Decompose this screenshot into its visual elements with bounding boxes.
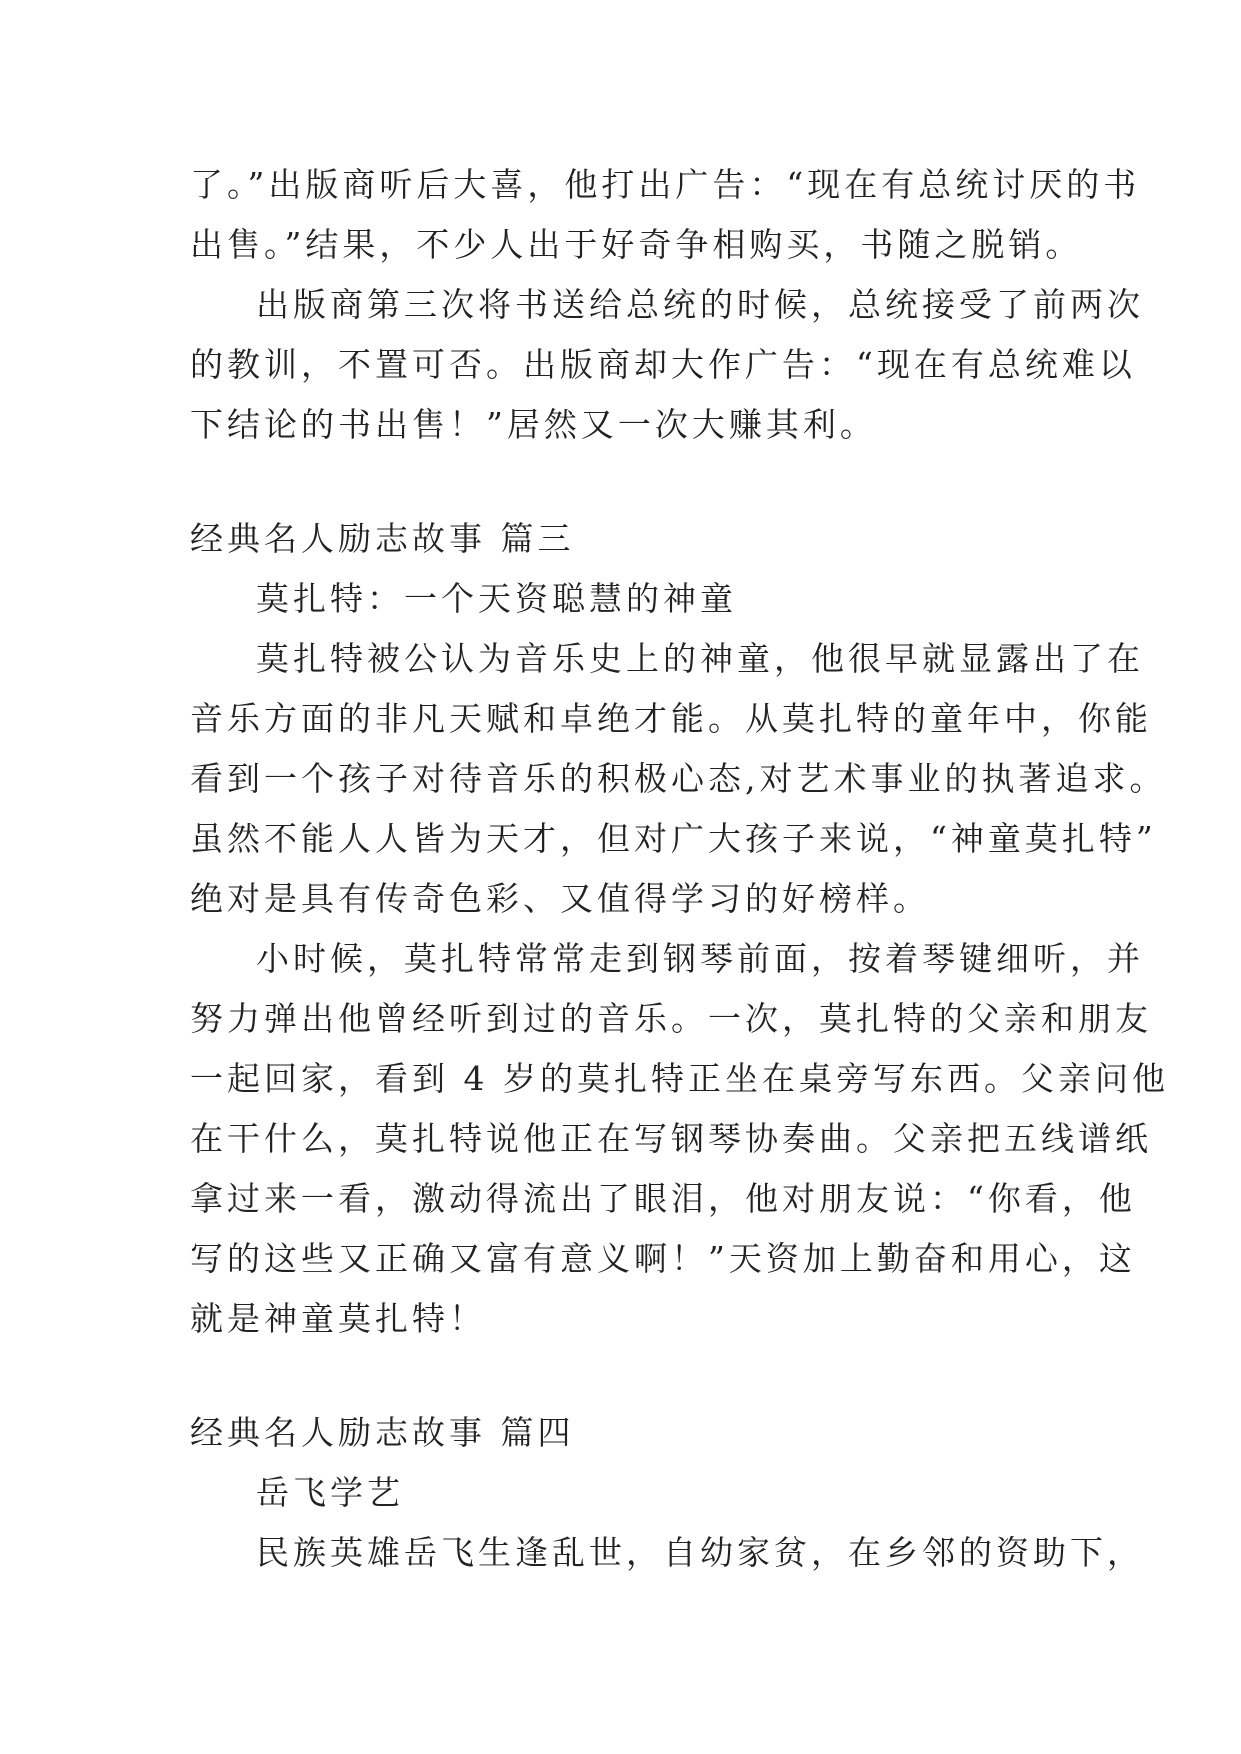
- paragraph-line: 虽然不能人人皆为天才，但对广大孩子来说，“神童莫扎特”: [190, 819, 1157, 858]
- paragraph-line: 出版商第三次将书送给总统的时候，总统接受了前两次: [256, 285, 1144, 324]
- section-heading: 经典名人励志故事 篇四: [190, 1413, 575, 1452]
- paragraph-line: 出售。”结果，不少人出于好奇争相购买，书随之脱销。: [190, 225, 1083, 264]
- story-subtitle: 岳飞学艺: [256, 1473, 404, 1512]
- paragraph-line: 小时候，莫扎特常常走到钢琴前面，按着琴键细听，并: [256, 939, 1144, 978]
- section-spacer: [190, 1349, 1060, 1403]
- paragraph-line: 绝对是具有传奇色彩、又值得学习的好榜样。: [190, 879, 930, 918]
- story-two-ending: [190, 155, 1144, 455]
- paragraph-line: 莫扎特被公认为音乐史上的神童，他很早就显露出了在: [256, 639, 1144, 678]
- paragraph-line: 写的这些又正确又富有意义啊！”天资加上勤奋和用心，这: [190, 1239, 1136, 1278]
- paragraph-line: 音乐方面的非凡天赋和卓绝才能。从莫扎特的童年中，你能: [190, 699, 1152, 738]
- paragraph-line: 的教训，不置可否。出版商却大作广告：“现在有总统难以: [190, 345, 1136, 384]
- document-body: [190, 155, 1169, 1583]
- paragraph-line: 在干什么，莫扎特说他正在写钢琴协奏曲。父亲把五线谱纸: [190, 1119, 1152, 1158]
- paragraph-line: 了。”出版商听后大喜，他打出广告：“现在有总统讨厌的书: [190, 165, 1141, 204]
- story-four: [190, 1403, 1144, 1583]
- story-three: [190, 509, 1169, 1349]
- paragraph-line: 下结论的书出售！”居然又一次大赚其利。: [190, 405, 877, 444]
- paragraph-line: 看到一个孩子对待音乐的积极心态,对艺术事业的执著追求。: [190, 759, 1167, 798]
- paragraph-line: 民族英雄岳飞生逢乱世，自幼家贫，在乡邻的资助下，: [256, 1533, 1144, 1572]
- paragraph-line: 一起回家，看到 4 岁的莫扎特正坐在桌旁写东西。父亲问他: [190, 1059, 1169, 1098]
- paragraph-line: 努力弹出他曾经听到过的音乐。一次，莫扎特的父亲和朋友: [190, 999, 1152, 1038]
- section-heading: 经典名人励志故事 篇三: [190, 519, 575, 558]
- story-subtitle: 莫扎特：一个天资聪慧的神童: [256, 579, 737, 618]
- paragraph-line: 就是神童莫扎特！: [190, 1299, 486, 1338]
- section-spacer: [190, 455, 1060, 509]
- paragraph-line: 拿过来一看，激动得流出了眼泪，他对朋友说：“你看，他: [190, 1179, 1136, 1218]
